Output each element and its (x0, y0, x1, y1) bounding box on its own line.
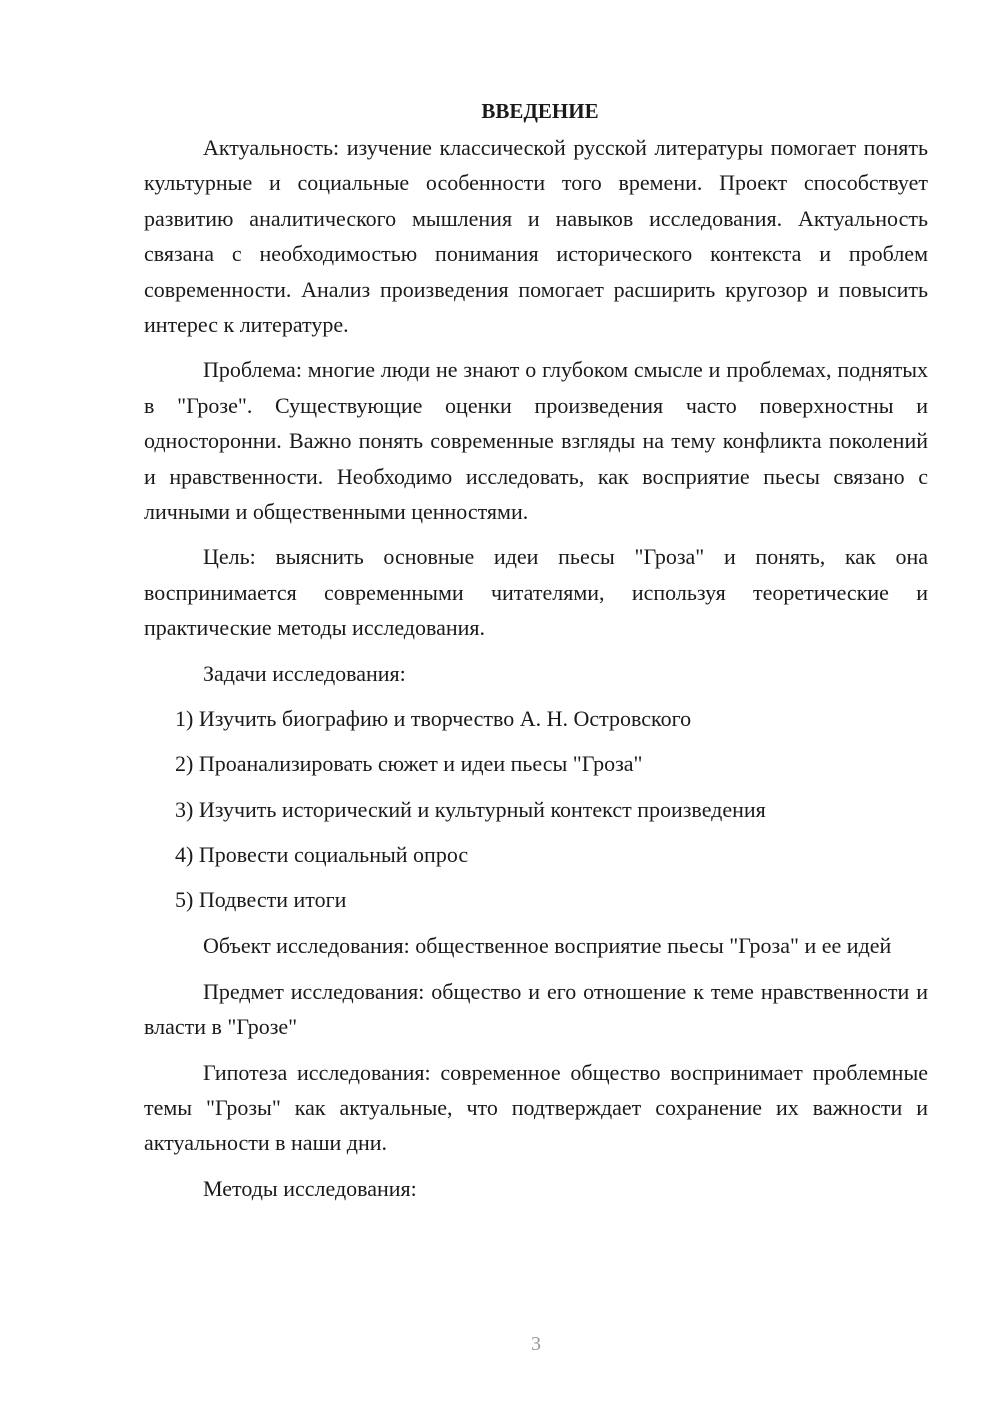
paragraph-goal: Цель: выяснить основные идеи пьесы "Гроза" и понять, как она воспринимается современными читателями, используя теоретические и практические методы исследования. (144, 544, 928, 641)
paragraph-relevance: Актуальность: изучение классической русской литературы помогает понять культурные и социальные особенности того времени. Проект способствует развитию аналитического мышления и навыков исследования. Актуальность связана с необходимостью понимания исторического контекста и проблем современности. Анализ произведения помогает расширить кругозор и повысить интерес к литературе. (144, 135, 928, 338)
paragraph-problem: Проблема: многие люди не знают о глубоком смысле и проблемах, поднятых в "Грозе". Существующие оценки произведения часто поверхностны и односторонни. Важно понять современные взгляды на тему конфликта поколений и нравственности. Необходимо исследовать, как восприятие пьесы связано с личными и общественными ценностями. (144, 357, 928, 525)
paragraph-methods-heading: Методы исследования: (203, 1175, 417, 1201)
paragraph-subject: Предмет исследования: общество и его отношение к теме нравственности и власти в "Грозе" (144, 978, 928, 1040)
section-title: ВВЕДЕНИЕ (481, 99, 599, 123)
page-number: 3 (531, 1333, 541, 1355)
list-item: 1) Изучить биографию и творчество А. Н. Островского (175, 706, 692, 732)
list-item: 3) Изучить исторический и культурный контекст произведения (175, 796, 766, 822)
paragraph-hypothesis: Гипотеза исследования: современное общество воспринимает проблемные темы "Грозы" как актуальные, что подтверждает сохранение их важности и актуальности в наши дни. (144, 1059, 928, 1156)
paragraph-object: Объект исследования: общественное восприятие пьесы "Гроза" и ее идей (203, 933, 892, 959)
tasks-list (144, 701, 928, 917)
list-item: 2) Проанализировать сюжет и идеи пьесы "Гроза" (175, 751, 643, 777)
list-item: 5) Подвести итоги (175, 887, 347, 913)
list-item: 4) Провести социальный опрос (175, 841, 469, 867)
page-content (144, 95, 928, 1206)
paragraph-tasks-heading: Задачи исследования: (203, 660, 406, 686)
